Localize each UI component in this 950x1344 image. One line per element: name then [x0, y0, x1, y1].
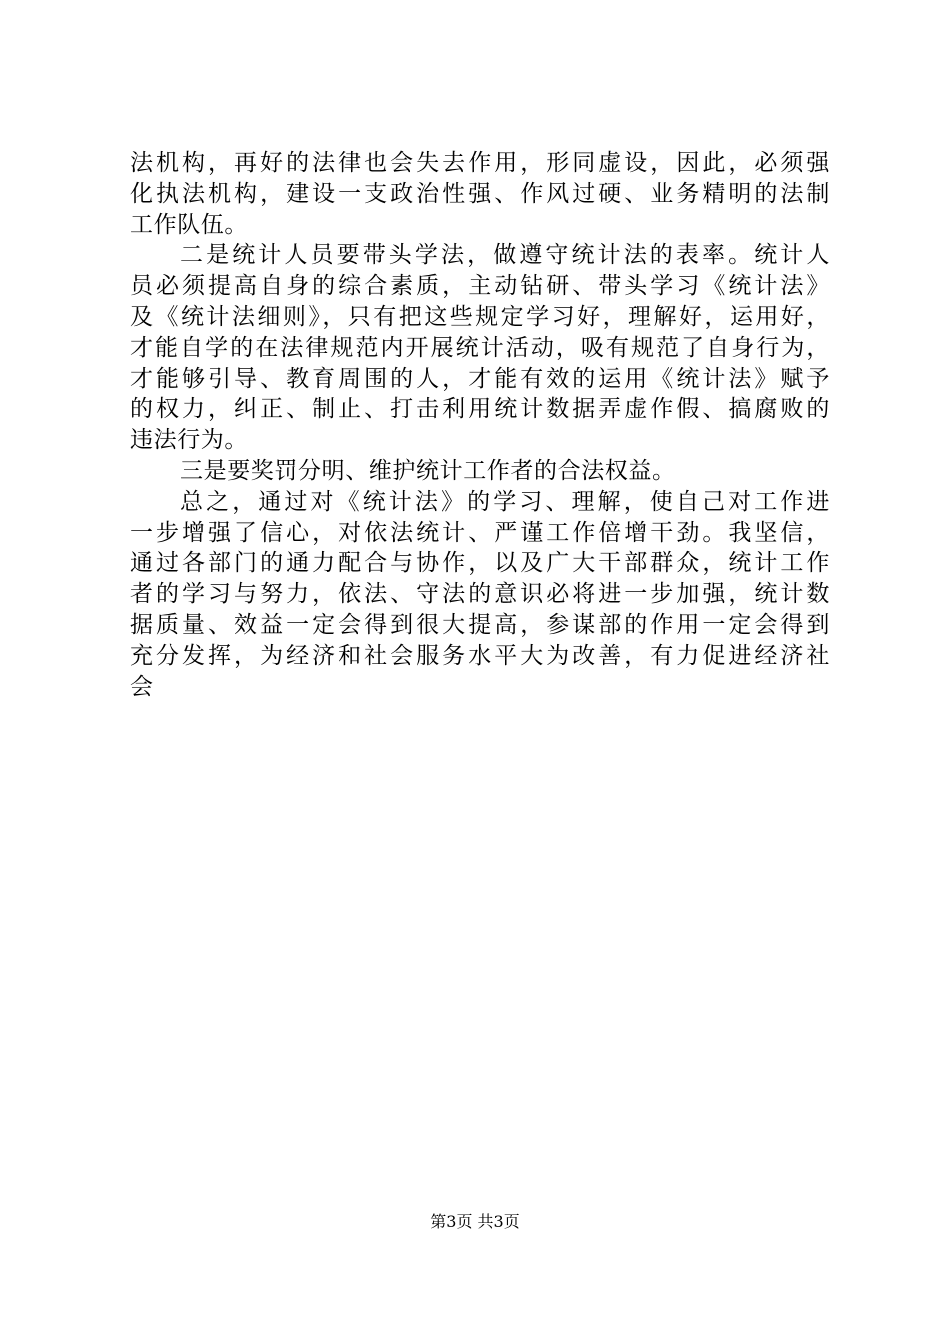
text-line: 会 — [130, 673, 154, 700]
text-line: 及《统计法细则》，只有把这些规定学习好，理解好，运用好， — [130, 303, 830, 330]
text-line: 者的学习与努力，依法、守法的意识必将进一步加强，统计数 — [130, 581, 830, 608]
text-line: 才能自学的在法律规范内开展统计活动，吸有规范了自身行为， — [130, 334, 830, 361]
text-line: 据质量、效益一定会得到很大提高，参谋部的作用一定会得到 — [130, 611, 830, 638]
text-line: 才能够引导、教育周围的人，才能有效的运用《统计法》赋予 — [130, 365, 830, 392]
text-line: 的权力，纠正、制止、打击利用统计数据弄虚作假、搞腐败的 — [130, 396, 830, 423]
text-line: 化执法机构，建设一支政治性强、作风过硬、业务精明的法制 — [130, 180, 830, 207]
text-line: 工作队伍。 — [130, 211, 248, 238]
paragraph-start-line: 总之，通过对《统计法》的学习、理解，使自己对工作进 — [180, 488, 830, 515]
paragraph-start-line: 三是要奖罚分明、维护统计工作者的合法权益。 — [180, 457, 676, 484]
page-number-footer: 第3页 共3页 — [430, 1212, 520, 1231]
document-body — [130, 148, 830, 702]
text-line: 通过各部门的通力配合与协作，以及广大干部群众，统计工作 — [130, 550, 830, 577]
text-line: 法机构，再好的法律也会失去作用，形同虚设，因此，必须强 — [130, 150, 830, 176]
text-line: 一步增强了信心，对依法统计、严谨工作倍增干劲。我坚信， — [130, 519, 830, 546]
paragraph-start-line: 二是统计人员要带头学法，做遵守统计法的表率。统计人 — [180, 242, 830, 269]
text-line: 违法行为。 — [130, 427, 248, 454]
text-line: 充分发挥，为经济和社会服务水平大为改善，有力促进经济社 — [130, 642, 830, 669]
text-line: 员必须提高自身的综合素质，主动钻研、带头学习《统计法》 — [130, 273, 830, 300]
